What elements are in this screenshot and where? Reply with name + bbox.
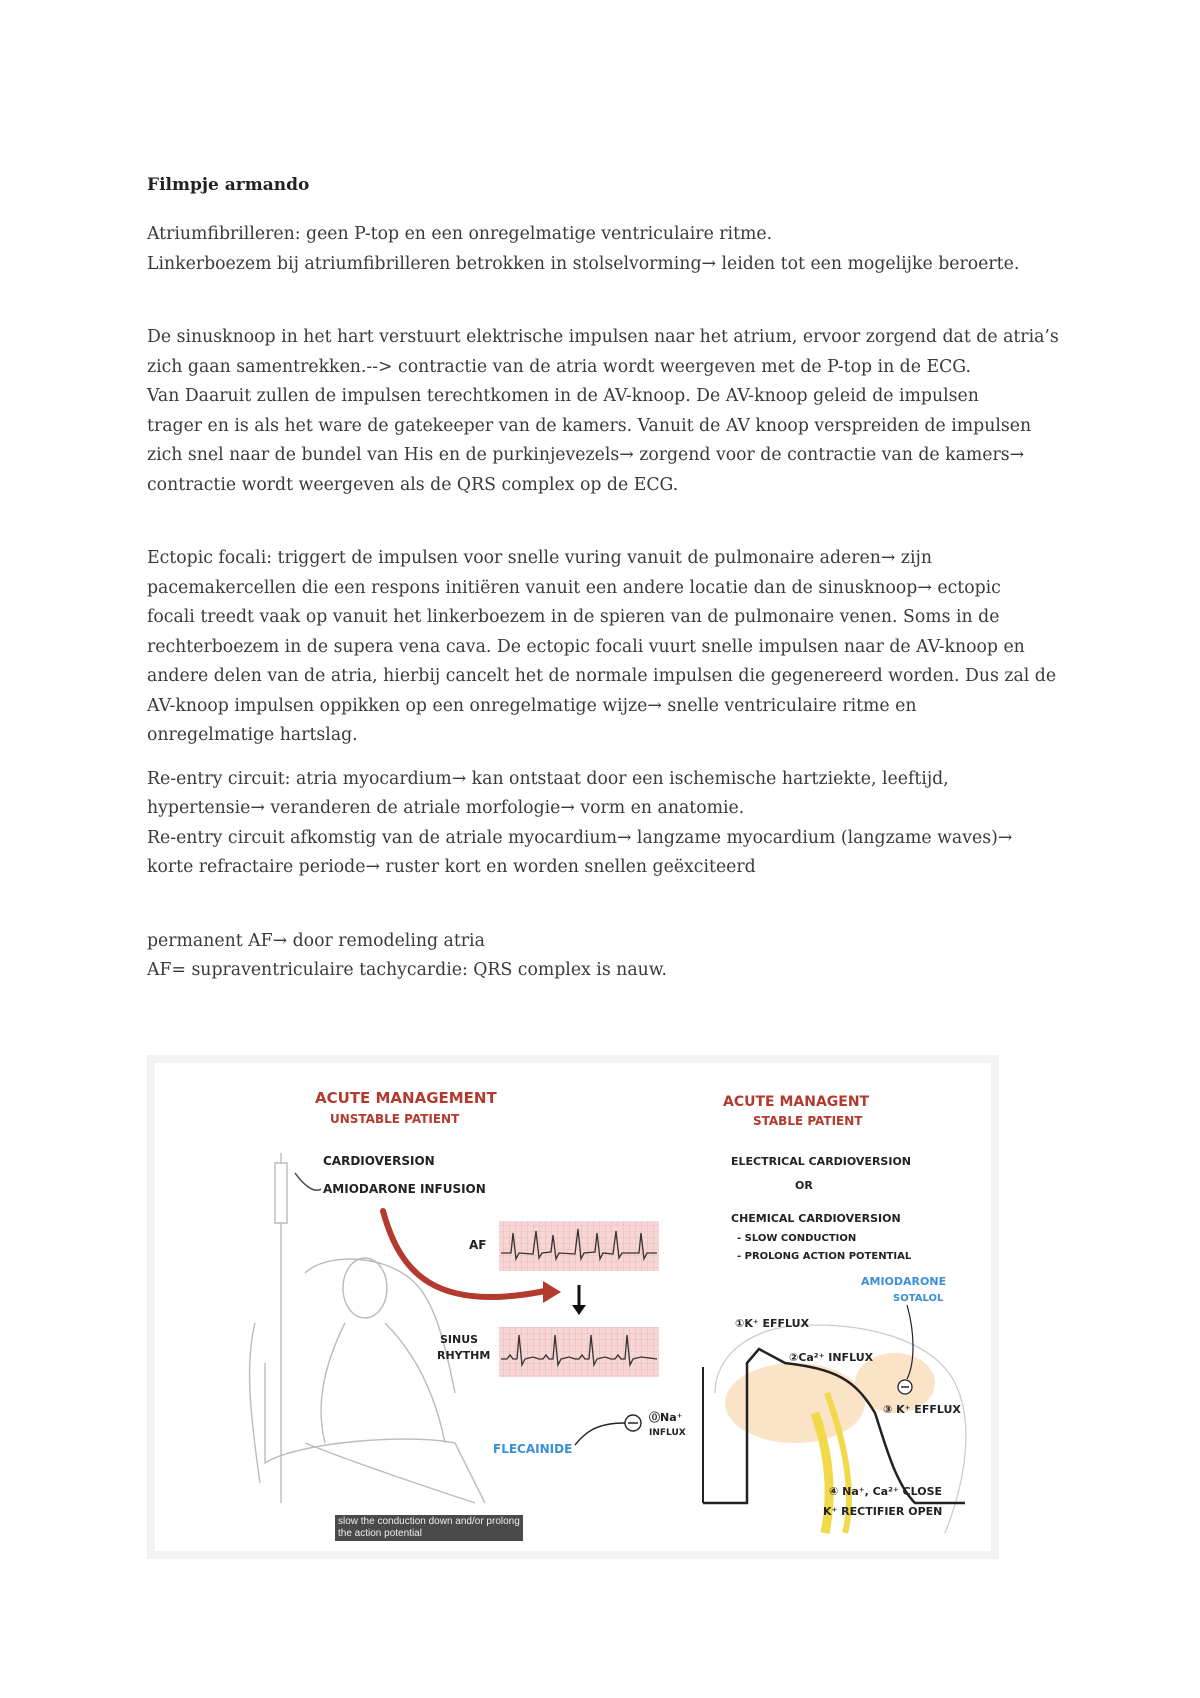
amiodarone-label: AMIODARONE bbox=[861, 1275, 947, 1288]
iv-line bbox=[295, 1173, 321, 1190]
text-line: andere delen van de atria, hierbij cancelt het de normale impulsen die gegenereerd worden. Dus zal de bbox=[147, 666, 1057, 686]
k-efflux-3: ③ K⁺ EFFLUX bbox=[883, 1403, 961, 1416]
close-1: ④ Na⁺, Ca²⁺ CLOSE bbox=[829, 1485, 943, 1498]
text-line: trager en is als het ware de gatekeeper van de kamers. Vanuit de AV knoop verspreiden de impulsen bbox=[147, 415, 1032, 436]
paragraph-conduction bbox=[147, 323, 1067, 500]
electrical-cardioversion: ELECTRICAL CARDIOVERSION bbox=[731, 1155, 912, 1168]
amiodarone-infusion-label: AMIODARONE INFUSION bbox=[323, 1182, 486, 1196]
text-line: permanent AF→ door remodeling atria bbox=[147, 930, 485, 951]
na-influx-2: INFLUX bbox=[649, 1428, 686, 1438]
af-label: AF bbox=[469, 1238, 487, 1252]
text-line: korte refractaire periode→ ruster kort en worden snellen geëxciteerd bbox=[147, 857, 756, 877]
down-arrow-head bbox=[572, 1305, 586, 1315]
af-management-figure bbox=[147, 1055, 999, 1559]
paragraph-af-intro bbox=[147, 220, 1067, 279]
red-arrow-head bbox=[543, 1281, 561, 1303]
flecainide-label: FLECAINIDE bbox=[493, 1442, 573, 1456]
text-line: Van Daaruit zullen de impulsen terechtkomen in de AV-knoop. De AV-knoop geleid de impulsen bbox=[147, 386, 979, 406]
text-line: onregelmatige hartslag. bbox=[147, 725, 358, 745]
sotalol-label: SOTALOL bbox=[893, 1293, 944, 1304]
cardioversion-label: CARDIOVERSION bbox=[323, 1154, 435, 1168]
caption-line: the action potential bbox=[338, 1528, 422, 1539]
sinus-label-2: RHYTHM bbox=[437, 1349, 491, 1362]
right-title: ACUTE MANAGENT bbox=[723, 1094, 870, 1110]
text-line: AF= supraventriculaire tachycardie: QRS complex is nauw. bbox=[147, 960, 667, 980]
k-efflux-1: ①K⁺ EFFLUX bbox=[735, 1317, 810, 1330]
text-line: pacemakercellen die een respons initiëren vanuit een andere locatie dan de sinusknoop→ ectopic bbox=[147, 577, 1001, 598]
paragraph-ectopic bbox=[147, 544, 1067, 751]
text-line: contractie wordt weergeven als de QRS complex op de ECG. bbox=[147, 474, 679, 495]
text-line: focali treedt vaak op vanuit het linkerboezem in de spieren van de pulmonaire venen. Soms in de bbox=[147, 607, 1000, 627]
patient-sketch bbox=[250, 1153, 485, 1503]
figure-illustration bbox=[155, 1063, 991, 1551]
text-line: Re-entry circuit: atria myocardium→ kan ontstaat door een ischemische hartziekte, leeftijd, bbox=[147, 768, 949, 789]
text-line: rechterboezem in de supera vena cava. De ectopic focali vuurt snelle impulsen naar de AV-knoop en bbox=[147, 636, 1025, 657]
paragraph-permanent-af bbox=[147, 927, 1067, 986]
na-influx-1: ⓪Na⁺ bbox=[649, 1411, 683, 1424]
left-subtitle: UNSTABLE PATIENT bbox=[330, 1112, 460, 1126]
prolong-ap: - PROLONG ACTION POTENTIAL bbox=[737, 1251, 912, 1262]
close-2: K⁺ RECTIFIER OPEN bbox=[823, 1505, 943, 1518]
text-line: hypertensie→ veranderen de atriale morfologie→ vorm en anatomie. bbox=[147, 798, 745, 818]
sinus-ecg-strip bbox=[499, 1327, 659, 1377]
paragraph-reentry bbox=[147, 765, 1067, 883]
document-title: Filmpje armando bbox=[147, 175, 310, 195]
video-caption bbox=[335, 1515, 523, 1541]
or-label: OR bbox=[795, 1179, 813, 1192]
text-line: zich snel naar de bundel van His en de purkinjevezels→ zorgend voor de contractie van de kamers→ bbox=[147, 445, 1025, 465]
slow-conduction: - SLOW CONDUCTION bbox=[737, 1233, 857, 1244]
text-line: AV-knoop impulsen oppikken op een onregelmatige wijze→ snelle ventriculaire ritme en bbox=[147, 695, 917, 716]
text-line: Atriumfibrilleren: geen P-top en een onregelmatige ventriculaire ritme. bbox=[147, 224, 773, 244]
ca-influx: ②Ca²⁺ INFLUX bbox=[789, 1351, 874, 1364]
right-subtitle: STABLE PATIENT bbox=[753, 1114, 863, 1128]
text-line: Ectopic focali: triggert de impulsen voor snelle vuring vanuit de pulmonaire aderen→ zijn bbox=[147, 548, 932, 568]
text-line: zich gaan samentrekken.--> contractie van de atria wordt weergeven met de P-top in de ECG. bbox=[147, 356, 971, 377]
text-line: Re-entry circuit afkomstig van de atriale myocardium→ langzame myocardium (langzame waves)→ bbox=[147, 827, 1013, 848]
sinus-label-1: SINUS bbox=[440, 1333, 479, 1346]
figure-canvas bbox=[155, 1063, 991, 1551]
flecainide-connector bbox=[575, 1423, 625, 1445]
text-line: Linkerboezem bij atriumfibrilleren betrokken in stolselvorming→ leiden tot een mogelijke beroerte. bbox=[147, 253, 1020, 274]
af-ecg-strip bbox=[499, 1221, 659, 1271]
left-title: ACUTE MANAGEMENT bbox=[315, 1089, 497, 1107]
caption-line: slow the conduction down and/or prolong bbox=[338, 1516, 520, 1527]
text-line: De sinusknoop in het hart verstuurt elektrische impulsen naar het atrium, ervoor zorgend dat de atria’s bbox=[147, 327, 1059, 347]
chemical-cardioversion: CHEMICAL CARDIOVERSION bbox=[731, 1212, 901, 1225]
document-body bbox=[147, 170, 1067, 986]
